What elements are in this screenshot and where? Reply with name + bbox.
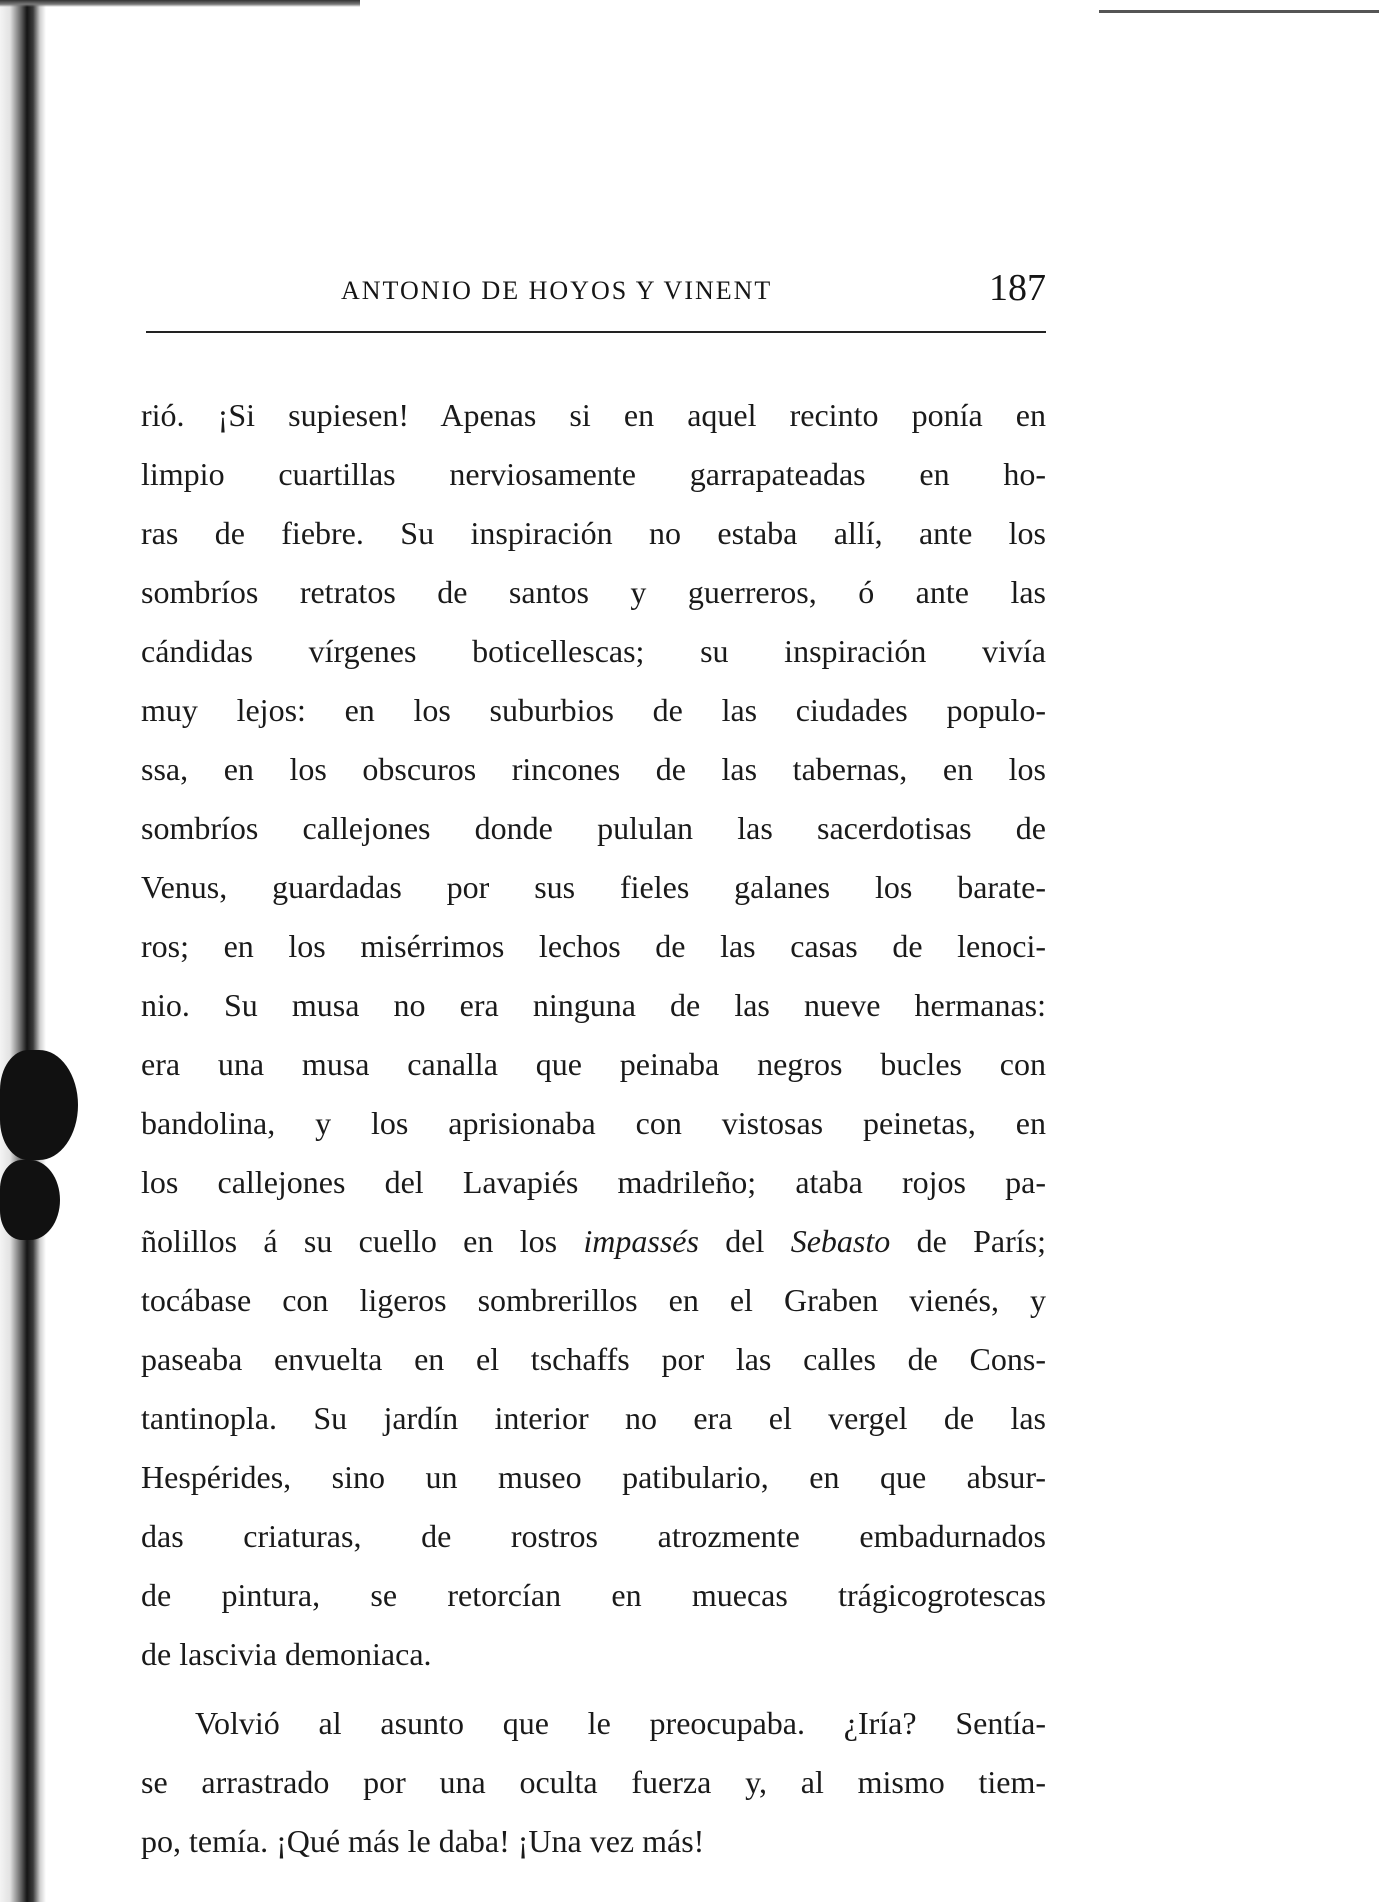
text-line: sombríos callejones donde pululan las sacerdotisas de (141, 810, 1046, 846)
text-line: nio. Su musa no era ninguna de las nueve hermanas: (141, 987, 1046, 1023)
text-line: po, temía. ¡Qué más le daba! ¡Una vez más! (141, 1823, 705, 1859)
text-run: del (698, 1223, 791, 1259)
text-line: de lascivia demoniaca. (141, 1636, 432, 1672)
paragraph-2 (141, 1694, 1046, 1871)
text-line: tantinopla. Su jardín interior no era el vergel de las (141, 1400, 1046, 1436)
text-line: bandolina, y los aprisionaba con vistosas peinetas, en (141, 1105, 1046, 1141)
text-line: los callejones del Lavapiés madrileño; ataba rojos pa- (141, 1164, 1046, 1200)
body-text (141, 386, 1046, 1871)
text-line: Venus, guardadas por sus fieles galanes los barate- (141, 869, 1046, 905)
text-line: tocábase con ligeros sombrerillos en el Graben vienés, y (141, 1282, 1046, 1318)
text-line: ras de fiebre. Su inspiración no estaba allí, ante los (141, 515, 1046, 551)
scan-gutter-shadow (0, 0, 46, 1902)
scan-ink-blot (0, 1160, 60, 1240)
running-title: ANTONIO DE HOYOS Y VINENT (341, 276, 773, 305)
text-run: ñolillos á su cuello en los (141, 1223, 584, 1259)
text-line: das criaturas, de rostros atrozmente embadurnados (141, 1518, 1046, 1554)
scan-top-edge-right (1099, 10, 1379, 13)
text-line: ros; en los misérrimos lechos de las casas de lenoci- (141, 928, 1046, 964)
paragraph-1 (141, 386, 1046, 1684)
text-line: cándidas vírgenes boticellescas; su inspiración vivía (141, 633, 1046, 669)
scan-ink-blot (0, 1050, 78, 1160)
paragraph-gap (141, 1684, 1046, 1694)
text-line-with-italics (141, 1212, 1046, 1271)
italic-run: impassés (583, 1223, 699, 1259)
running-head (146, 267, 1046, 316)
text-line: muy lejos: en los suburbios de las ciudades populo- (141, 692, 1046, 728)
text-line: era una musa canalla que peinaba negros bucles con (141, 1046, 1046, 1082)
text-line: Volvió al asunto que le preocupaba. ¿Iría? Sentía- (195, 1705, 1046, 1741)
text-run: de París; (890, 1223, 1047, 1259)
text-line: Hespérides, sino un museo patibulario, en que absur- (141, 1459, 1046, 1495)
header-rule (146, 331, 1046, 333)
italic-run: Sebasto (790, 1223, 891, 1259)
text-line: ssa, en los obscuros rincones de las tabernas, en los (141, 751, 1046, 787)
scan-top-edge-left (0, 0, 360, 7)
text-line: paseaba envuelta en el tschaffs por las calles de Cons- (141, 1341, 1046, 1377)
page-number: 187 (989, 267, 1046, 309)
text-line: rió. ¡Si supiesen! Apenas si en aquel recinto ponía en (141, 397, 1046, 433)
text-line: sombríos retratos de santos y guerreros, ó ante las (141, 574, 1046, 610)
text-line: se arrastrado por una oculta fuerza y, al mismo tiem- (141, 1764, 1046, 1800)
text-line: de pintura, se retorcían en muecas trágicogrotescas (141, 1577, 1046, 1613)
text-line: limpio cuartillas nerviosamente garrapateadas en ho- (141, 456, 1046, 492)
